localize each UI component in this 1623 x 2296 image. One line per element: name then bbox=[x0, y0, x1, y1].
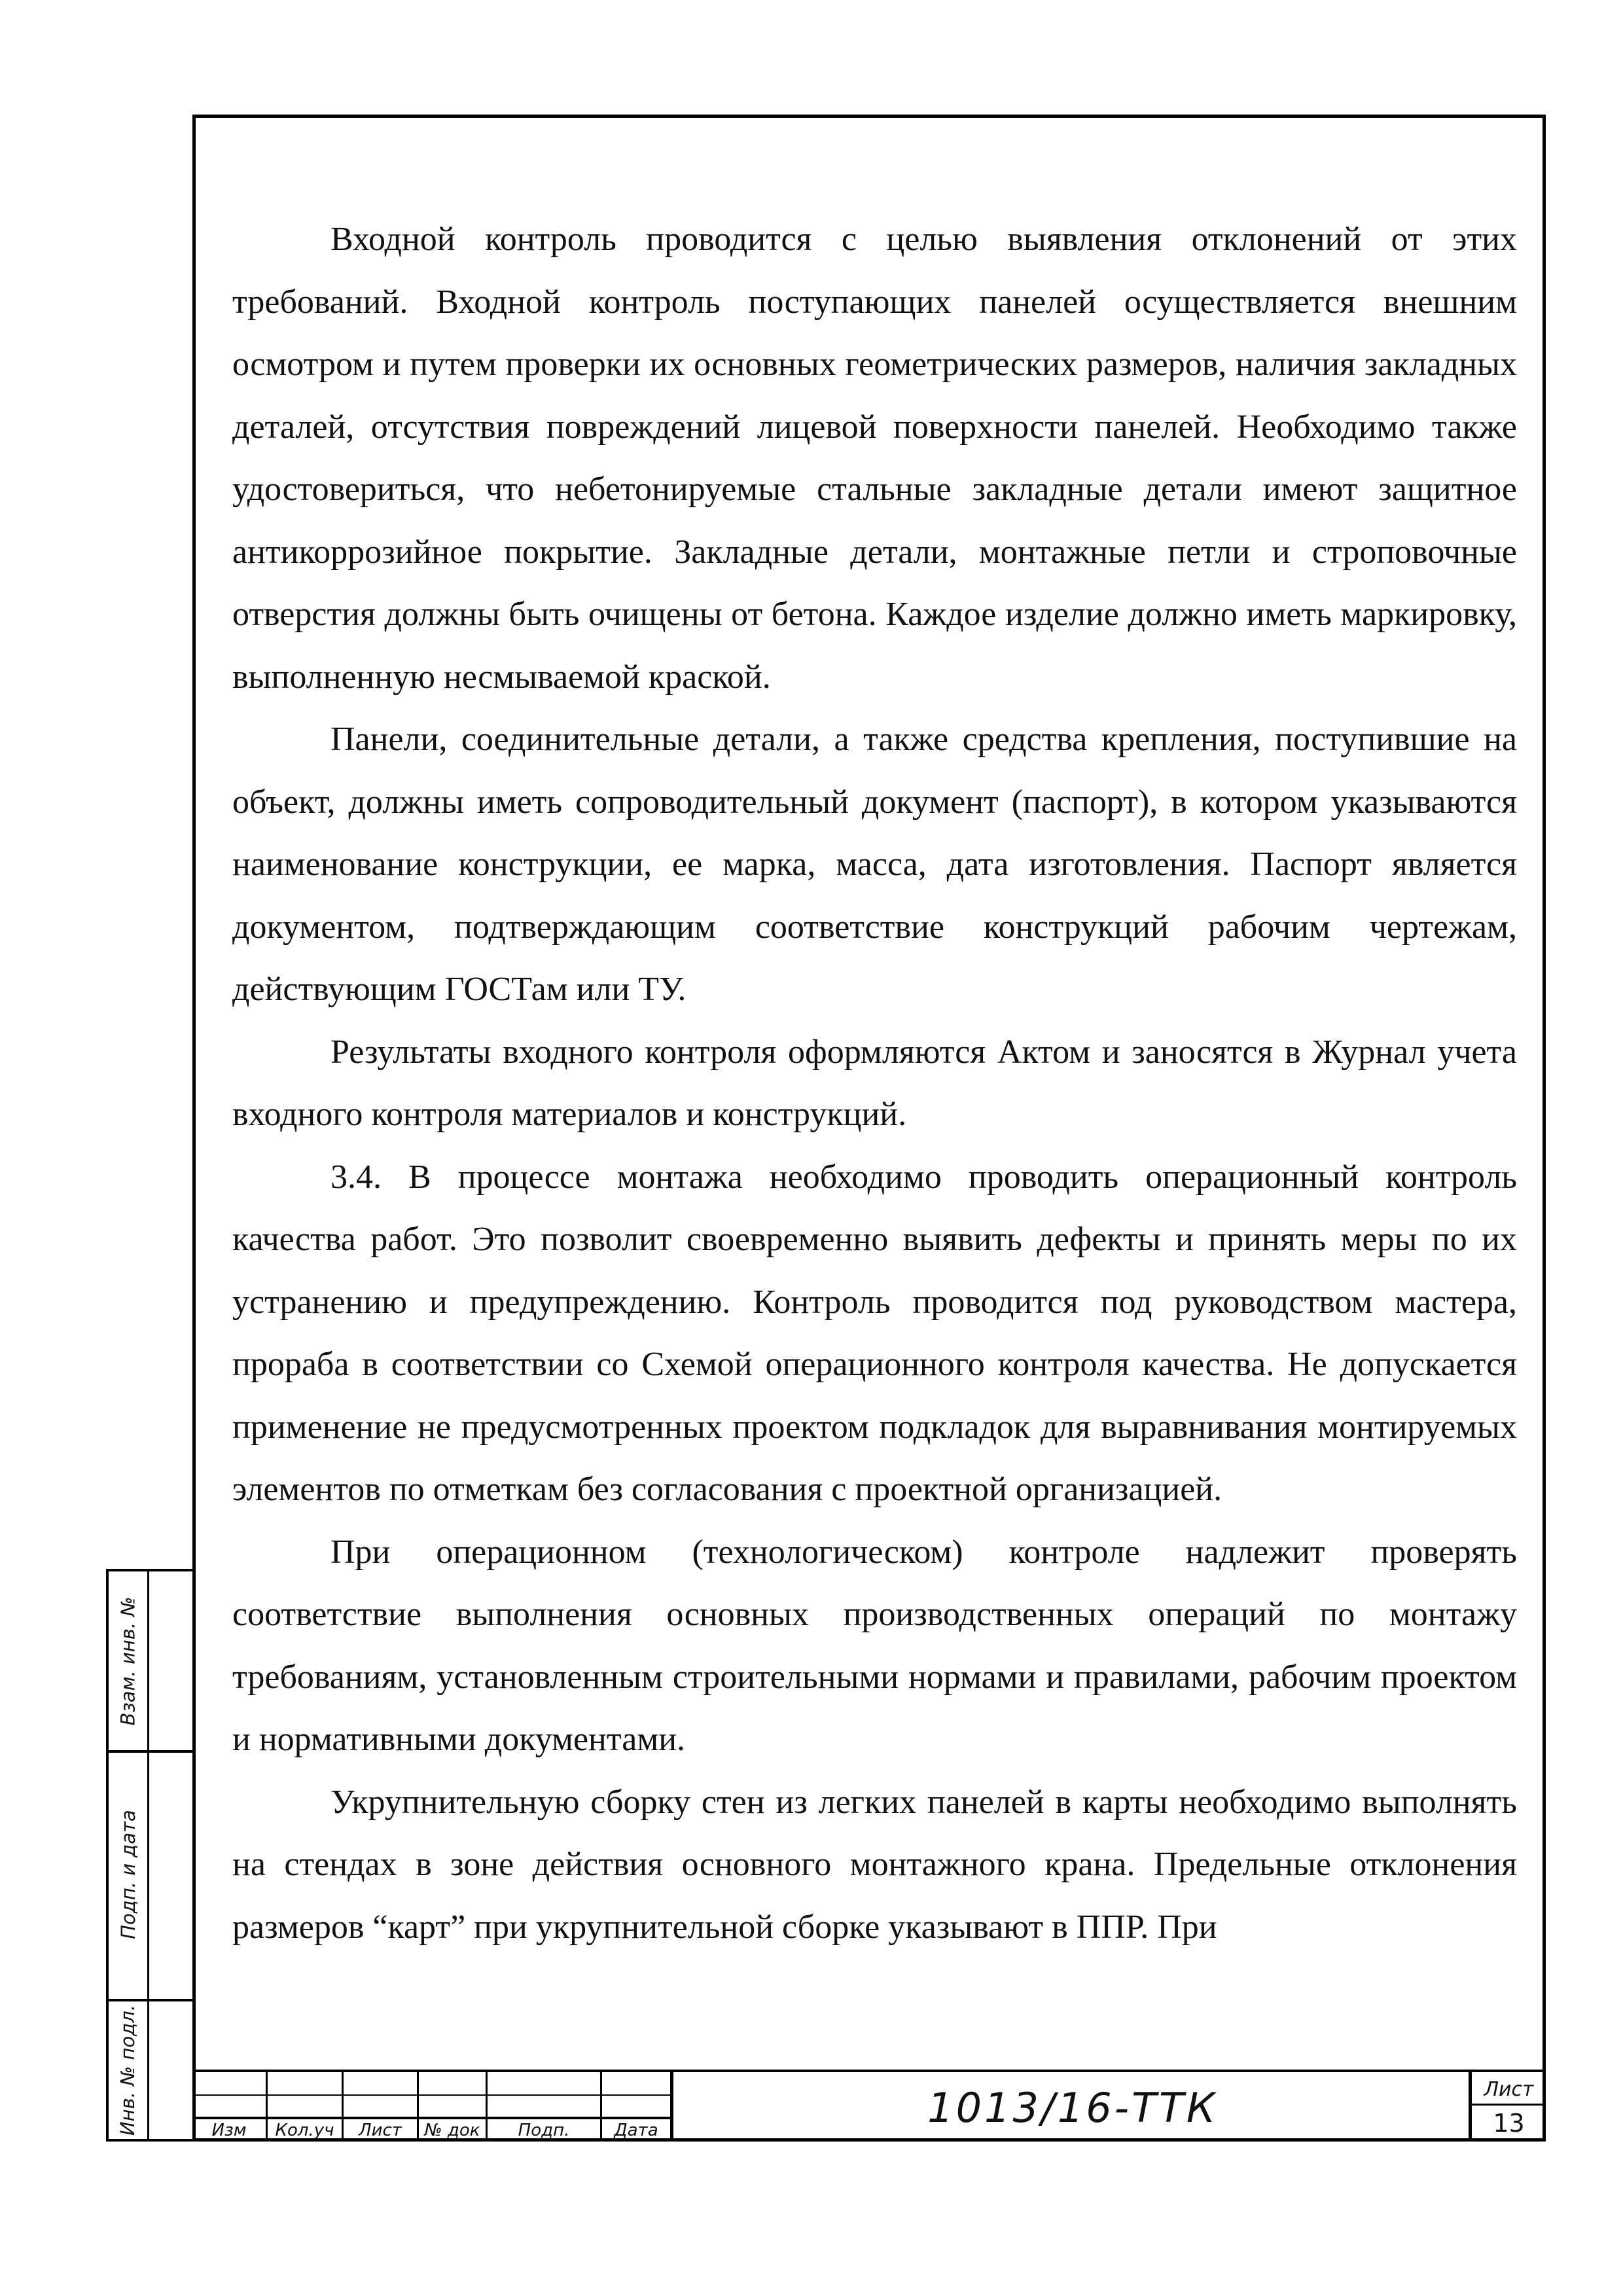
column-label-change: Изм bbox=[211, 2121, 247, 2140]
original-inventory-label: Инв. № подл. bbox=[116, 2004, 139, 2136]
title-block-divider bbox=[670, 2072, 673, 2142]
document-code: 1013/16-ТТК bbox=[927, 2084, 1218, 2132]
column-label-sheet: Лист bbox=[359, 2121, 402, 2140]
column-label-quantity: Кол.уч bbox=[275, 2121, 334, 2140]
paragraph-results: Результаты входного контроля оформляются Актом и заносятся в Журнал учета входного контроля материалов и конструкций. bbox=[232, 1033, 1517, 1133]
revision-row-line bbox=[192, 2094, 673, 2096]
column-label-signature: Подп. bbox=[518, 2121, 570, 2140]
column-label-doc-number: № док bbox=[424, 2121, 480, 2140]
interchange-inventory-label: Взам. инв. № bbox=[116, 1596, 139, 1725]
paragraph-incoming-control: Входной контроль проводится с целью выявления отклонений от этих требований. Входной контроль поступающих панелей осуществляется внешним осмотром и путем проверки их основных геометрических размеров, наличия закладных деталей, отсутствия повреждений лицевой поверхности панелей. Необходимо также удостовериться, что небетонируемые стальные закладные детали имеют защитное антикоррозийное покрытие. Закладные детали, монтажные петли и строповочные отверстия должны быть очищены от бетона. Каждое изделие должно иметь маркировку, выполненную несмываемой краской. bbox=[232, 221, 1517, 696]
column-label-date: Дата bbox=[614, 2121, 658, 2140]
sheet-number: 13 bbox=[1493, 2109, 1525, 2138]
paragraph-passport: Панели, соединительные детали, а также средства крепления, поступившие на объект, должны иметь сопроводительный документ (паспорт), в котором указываются наименование конструкции, ее марка, масса, дата изготовления. Паспорт является документом, подтверждающим соответствие конструкций рабочим чертежам, действующим ГОСТам или ТУ. bbox=[232, 721, 1517, 1008]
side-stamp-divider bbox=[147, 1571, 149, 2139]
paragraph-operational-control: 3.4. В процессе монтажа необходимо проводить операционный контроль качества работ. Это позволит своевременно выявить дефекты и принять меры по их устранению и предупреждению. Контроль проводится под руководством мастера, прораба в соответствии со Схемой операционного контроля качества. Не допускается применение не предусмотренных проектом подкладок для выравнивания монтируемых элементов по отметкам без согласования с проектной организацией. bbox=[232, 1158, 1517, 1508]
document-body bbox=[232, 208, 1517, 1958]
side-stamp bbox=[106, 1569, 196, 2142]
signature-date-label: Подп. и дата bbox=[116, 1810, 139, 1939]
title-block bbox=[192, 2070, 1546, 2142]
sheet-label: Лист bbox=[1484, 2078, 1534, 2101]
paragraph-assembly: Укрупнительную сборку стен из легких панелей в карты необходимо выполнять на стендах в зоне действия основного монтажного крана. Предельные отклонения размеров “карт” при укрупнительной сборке указывают в ППР. При bbox=[232, 1783, 1517, 1946]
paragraph-technological-control: При операционном (технологическом) контроле надлежит проверять соответствие выполнения основных производственных операций по монтажу требованиям, установленным строительными нормами и правилами, рабочим проектом и нормативными документами. bbox=[232, 1533, 1517, 1758]
